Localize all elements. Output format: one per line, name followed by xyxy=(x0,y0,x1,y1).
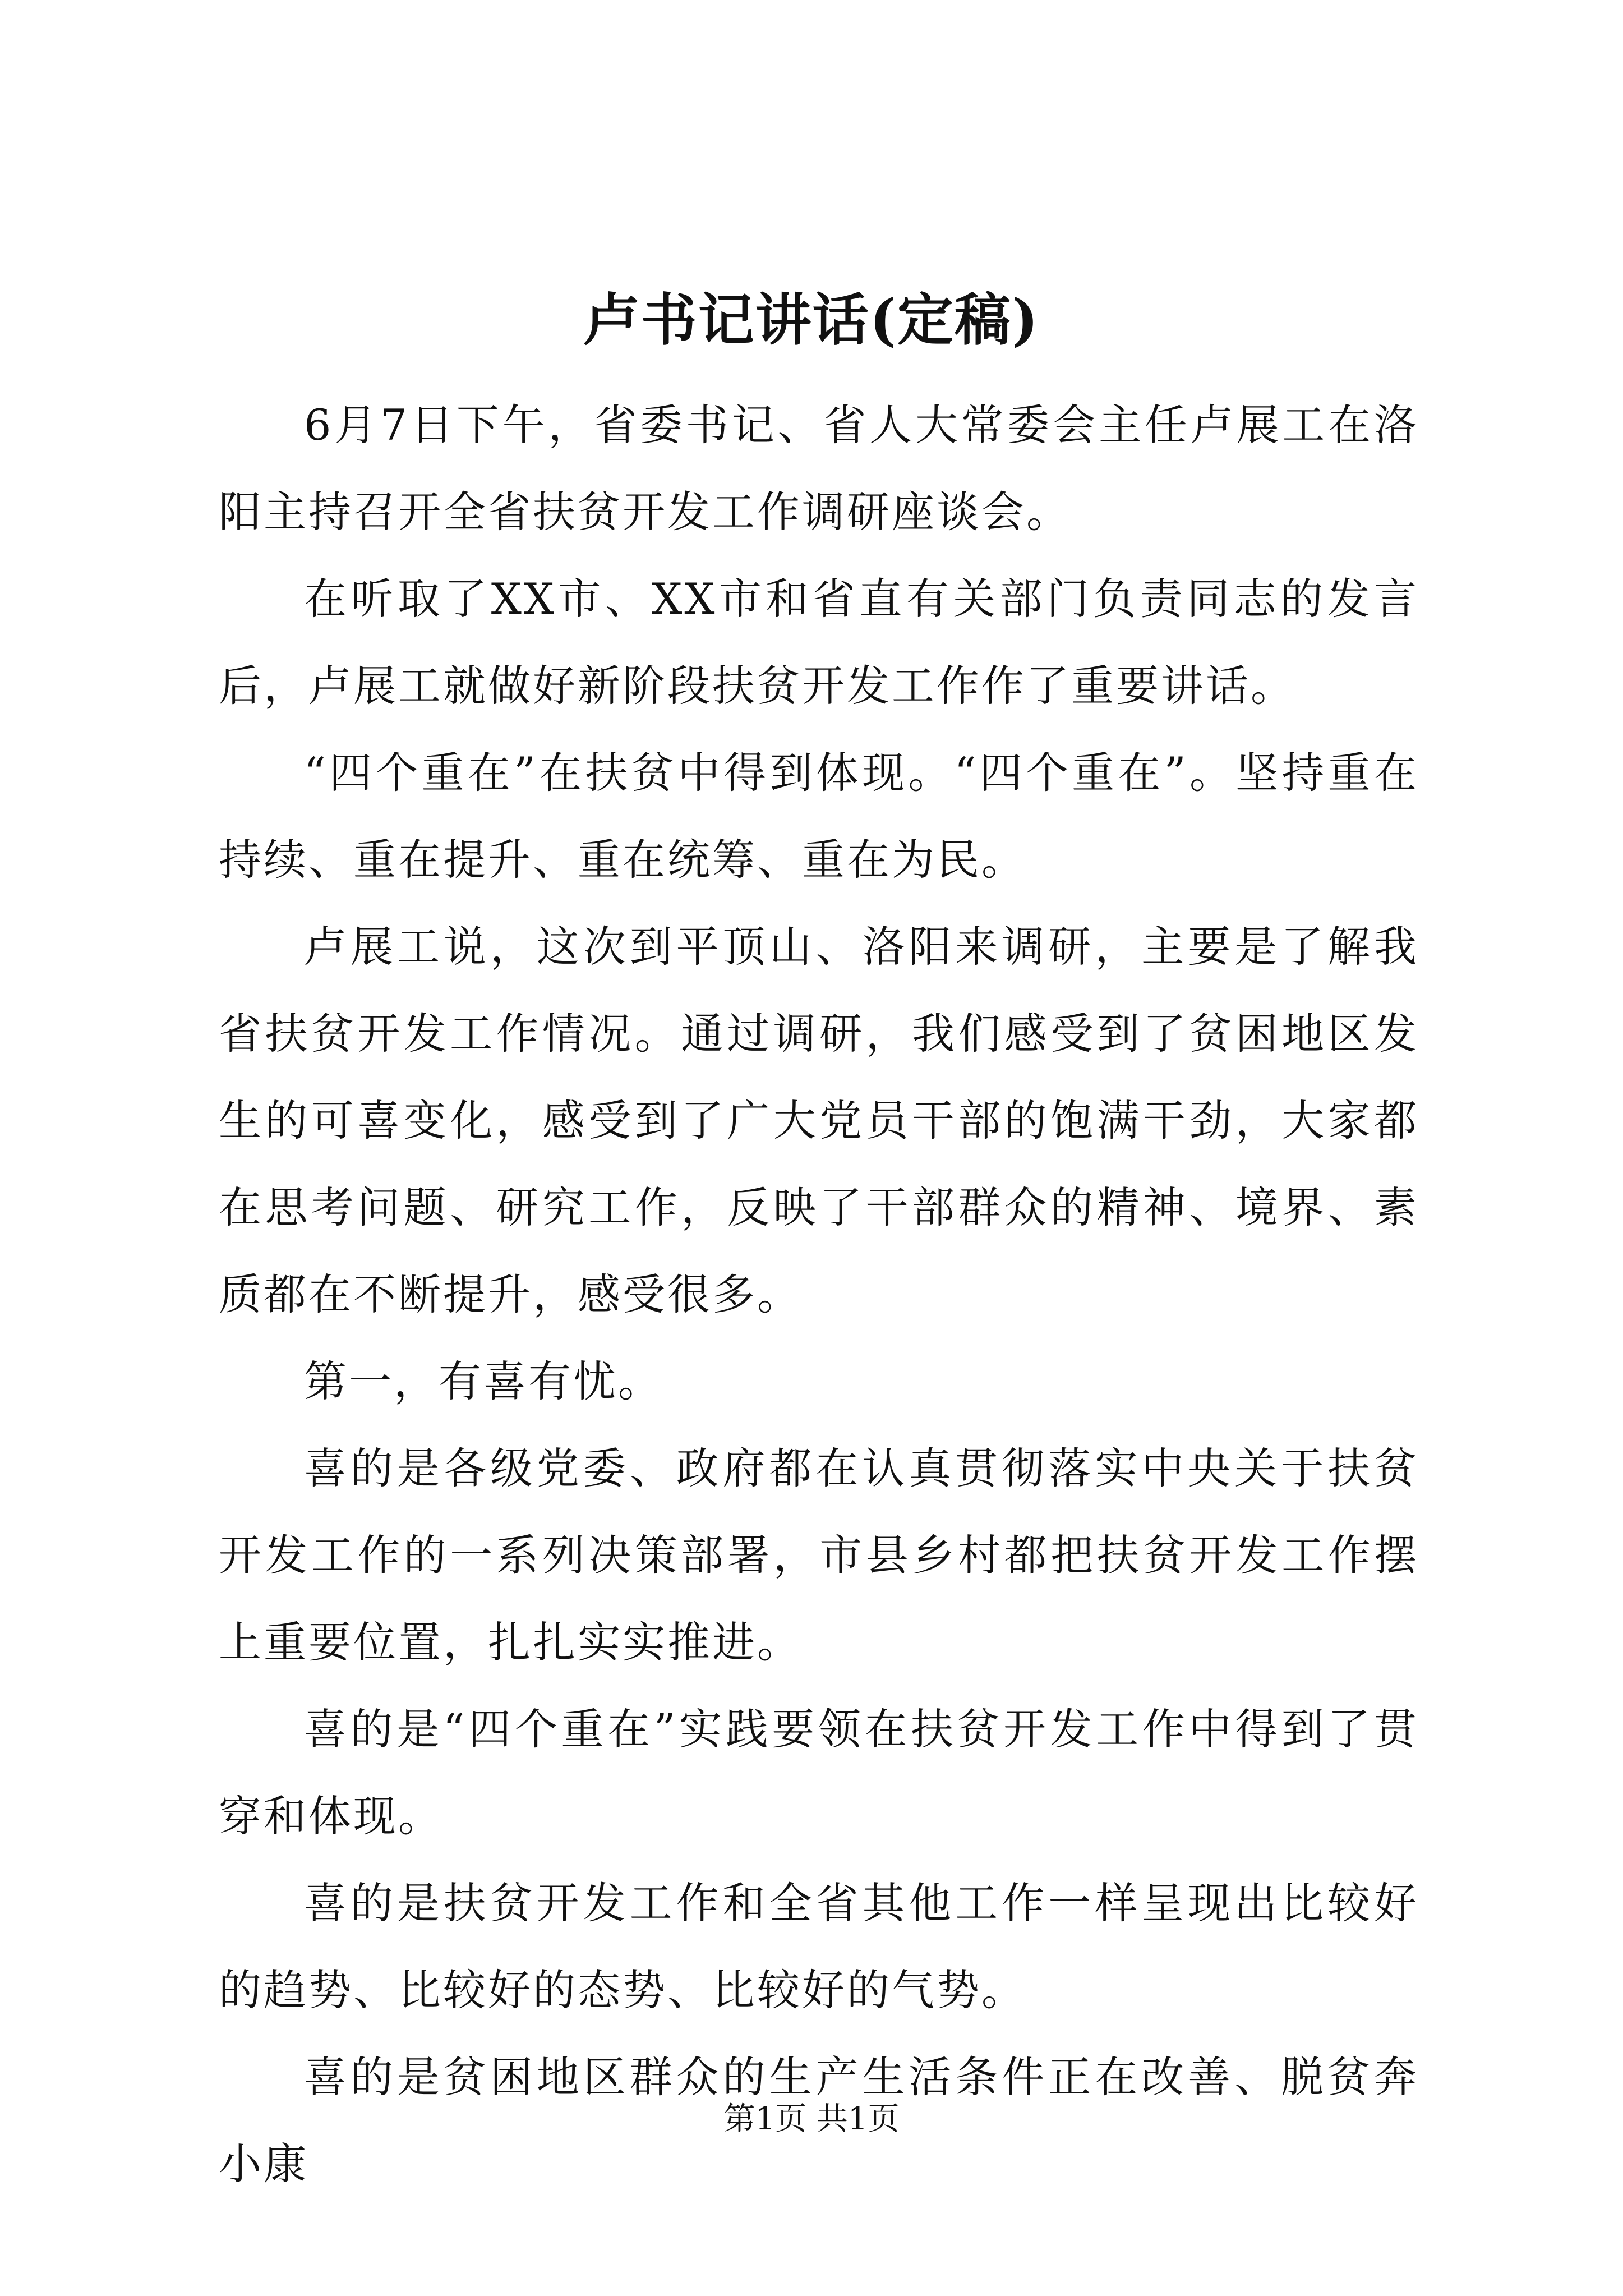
paragraph: 卢展工说，这次到平顶山、洛阳来调研，主要是了解我省扶贫开发工作情况。通过调研，我们感受到了贫困地区发生的可喜变化，感受到了广大党员干部的饱满干劲，大家都在思考问题、研究工作，反映了干部群众的精神、境界、素质都在不断提升，感受很多。 xyxy=(219,922,1419,1319)
paragraph: 喜的是“四个重在”实践要领在扶贫开发工作中得到了贯穿和体现。 xyxy=(219,1704,1419,1841)
paragraph: 喜的是贫困地区群众的生产生活条件正在改善、脱贫奔小康 xyxy=(219,2052,1419,2189)
document-title: 卢书记讲话(定稿) xyxy=(583,287,1040,353)
paragraph: 第一，有喜有忧。 xyxy=(304,1356,663,1406)
page-footer: 第1页 共1页 xyxy=(723,2101,900,2137)
paragraph: 喜的是扶贫开发工作和全省其他工作一样呈现出比较好的趋势、比较好的态势、比较好的气势。 xyxy=(219,1878,1419,2015)
document-body xyxy=(219,381,1419,2207)
paragraph: 喜的是各级党委、政府都在认真贯彻落实中央关于扶贫开发工作的一系列决策部署，市县乡村都把扶贫开发工作摆上重要位置，扎扎实实推进。 xyxy=(219,1443,1419,1667)
paragraph: “四个重在”在扶贫中得到体现。“四个重在”。坚持重在持续、重在提升、重在统筹、重在为民。 xyxy=(219,748,1419,885)
paragraph: 6月7日下午，省委书记、省人大常委会主任卢展工在洛阳主持召开全省扶贫开发工作调研座谈会。 xyxy=(219,400,1419,537)
paragraph: 在听取了XX市、XX市和省直有关部门负责同志的发言后，卢展工就做好新阶段扶贫开发工作作了重要讲话。 xyxy=(219,574,1419,711)
